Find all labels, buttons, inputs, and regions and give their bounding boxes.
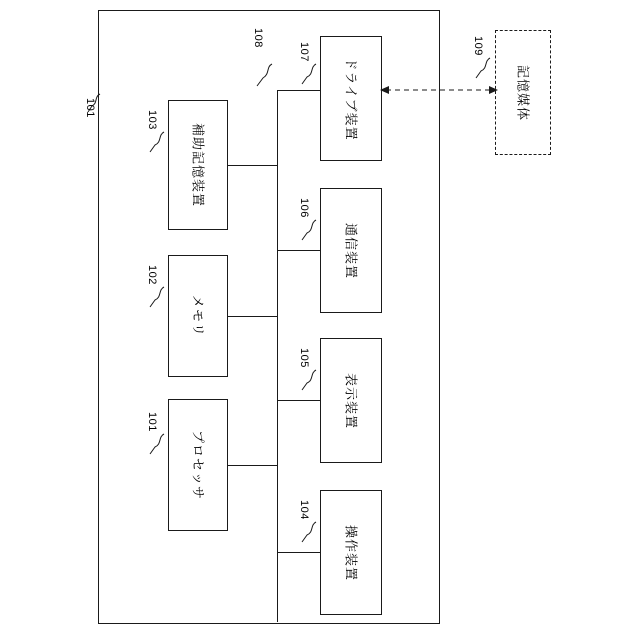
box-operation-label: 操作装置	[343, 524, 359, 581]
ref-101: 101	[146, 412, 158, 432]
drive-medium-link	[378, 78, 500, 102]
box-memory-label: メモリ	[190, 294, 206, 338]
leader-105	[300, 368, 318, 392]
box-processor	[168, 399, 228, 531]
box-comm-label: 通信装置	[343, 222, 359, 279]
bus-branch-processor	[228, 465, 278, 466]
leader-107	[300, 62, 318, 86]
leader-109	[474, 56, 492, 80]
leader-104	[300, 520, 318, 544]
leader-103	[148, 130, 166, 154]
bus-branch-memory	[228, 316, 278, 317]
bus-branch-operation	[277, 552, 320, 553]
box-operation	[320, 490, 382, 615]
box-storage-medium-label: 記憶媒体	[515, 64, 531, 121]
bus-line	[277, 90, 278, 622]
ref-105: 105	[298, 348, 310, 368]
box-drive-label: ドライブ装置	[343, 56, 359, 141]
ref-108: 108	[252, 28, 264, 48]
box-storage-medium	[495, 30, 551, 155]
bus-branch-drive	[277, 90, 320, 91]
ref-103: 103	[146, 110, 158, 130]
ref-106: 106	[298, 198, 310, 218]
ref-102: 102	[146, 265, 158, 285]
box-aux-storage	[168, 100, 228, 230]
ref-104: 104	[298, 500, 310, 520]
ref-100: 101	[84, 98, 96, 118]
box-drive	[320, 36, 382, 161]
ref-107: 107	[298, 42, 310, 62]
leader-106	[300, 218, 318, 242]
box-display	[320, 338, 382, 463]
box-aux-storage-label: 補助記憶装置	[190, 122, 206, 208]
leader-101	[148, 432, 166, 456]
bus-branch-display	[277, 400, 320, 401]
box-processor-label: プロセッサ	[190, 429, 206, 501]
bus-branch-comm	[277, 250, 320, 251]
box-memory	[168, 255, 228, 377]
bus-branch-aux-storage	[228, 165, 278, 166]
leader-108	[254, 62, 274, 88]
box-comm	[320, 188, 382, 313]
leader-102	[148, 285, 166, 309]
ref-109: 109	[472, 36, 484, 56]
system-enclosure	[98, 10, 440, 624]
box-display-label: 表示装置	[343, 372, 359, 429]
